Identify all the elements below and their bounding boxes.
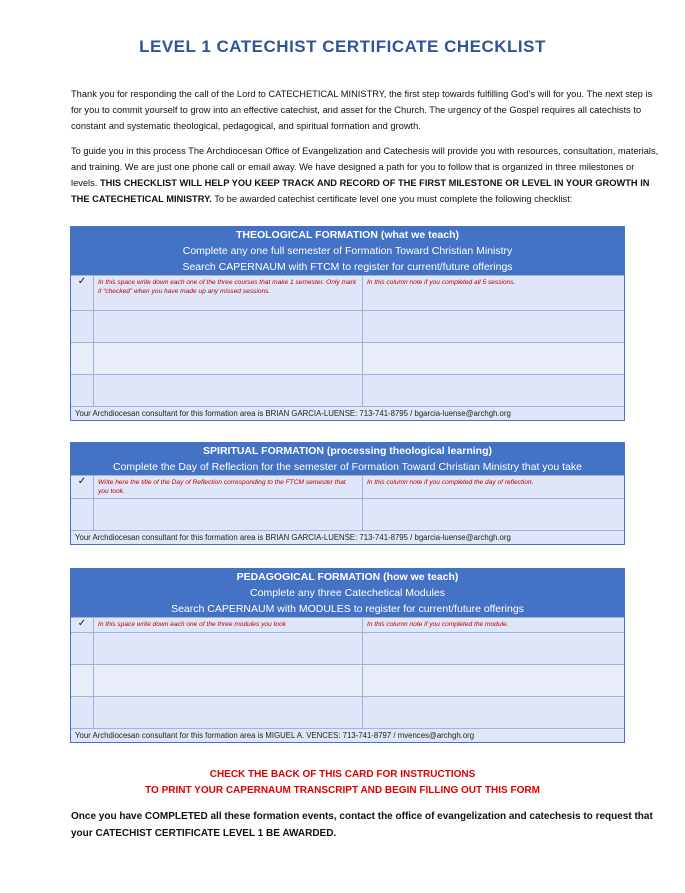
- checklist-row: [71, 475, 624, 498]
- completion-note-cell[interactable]: [363, 375, 624, 406]
- intro-p2-part-c: To be awarded catechist certificate level one you must complete the following checklist:: [211, 194, 573, 204]
- check-cell[interactable]: [71, 499, 94, 530]
- checklist-row: [71, 310, 624, 342]
- consultant-footer: Your Archdiocesan consultant for this formation area is BRIAN GARCIA-LUENSE: 713-741-8795 / bgarcia-luense@archgh.org: [71, 530, 624, 544]
- intro-paragraph-2: [71, 143, 661, 207]
- check-cell[interactable]: [71, 375, 94, 406]
- check-mark-icon[interactable]: ✓: [71, 276, 94, 310]
- completion-note-cell[interactable]: [363, 618, 624, 632]
- section-instruction: Complete the Day of Reflection for the semester of Formation Toward Christian Ministry that you take: [112, 461, 582, 473]
- closing-statement: Once you have COMPLETED all these formation events, contact the office of evangelization and catechesis to request that your CATECHIST CERTIFICATE LEVEL 1 BE AWARDED.: [71, 811, 653, 839]
- course-entry-cell[interactable]: [94, 375, 363, 406]
- notice-line-2: TO PRINT YOUR CAPERNAUM TRANSCRIPT AND BEGIN FILLING OUT THIS FORM: [145, 785, 540, 796]
- completion-note-cell[interactable]: [363, 697, 624, 728]
- module-instruction: In this space write down each one of the three modules you took: [98, 621, 287, 628]
- checklist-row: [71, 632, 624, 664]
- reflection-entry-cell[interactable]: [94, 476, 363, 498]
- completion-instruction: In this column note if you completed all 5 sessions.: [367, 279, 516, 286]
- theological-formation-section: [70, 226, 625, 421]
- section-heading: THEOLOGICAL FORMATION (what we teach): [235, 229, 460, 241]
- consultant-footer: Your Archdiocesan consultant for this formation area is BRIAN GARCIA-LUENSE: 713-741-8795 / bgarcia-luense@archgh.org: [71, 406, 624, 420]
- section-header: [71, 227, 624, 275]
- completion-note-cell[interactable]: [363, 476, 624, 498]
- check-cell[interactable]: [71, 343, 94, 374]
- section-heading: PEDAGOGICAL FORMATION (how we teach): [236, 571, 459, 583]
- completion-instruction: In this column note if you completed the day of reflection.: [367, 479, 534, 486]
- spiritual-formation-section: [70, 442, 625, 545]
- section-search-hint: Search CAPERNAUM with FTCM to register for current/future offerings: [182, 261, 513, 273]
- check-cell[interactable]: [71, 633, 94, 664]
- section-header: [71, 443, 624, 475]
- module-entry-cell[interactable]: [94, 618, 363, 632]
- completion-note-cell[interactable]: [363, 276, 624, 310]
- page-title: LEVEL 1 CATECHIST CERTIFICATE CHECKLIST: [139, 37, 546, 56]
- completion-note-cell[interactable]: [363, 343, 624, 374]
- section-heading: SPIRITUAL FORMATION (processing theological learning): [203, 445, 492, 457]
- reflection-entry-cell[interactable]: [94, 499, 363, 530]
- notice-line-1: CHECK THE BACK OF THIS CARD FOR INSTRUCTIONS: [209, 769, 476, 780]
- completion-note-cell[interactable]: [363, 311, 624, 342]
- intro-p2-part-a: To guide you in this process The Archdiocesan Office of Evangelization and Catechesis will provide you with resources, consultation, materials, and training. We are just one phone call or email away. We have designed a path for you to follow that is organized in three milestones or levels.: [71, 146, 659, 188]
- check-mark-icon[interactable]: ✓: [71, 618, 94, 632]
- checklist-row: [71, 498, 624, 530]
- intro-paragraph-1: Thank you for responding the call of the Lord to CATECHETICAL MINISTRY, the first step towards fulfilling God’s will for you. The next step is for you to commit yourself to grow into an effective catechist, and asset for the Church. The urgency of the Gospel requires all catechists to constant and systematic theological, pedagogical, and spiritual formation and growth.: [71, 89, 653, 131]
- checklist-row: [71, 696, 624, 728]
- checklist-row: [71, 342, 624, 374]
- course-entry-cell[interactable]: [94, 343, 363, 374]
- section-header: [71, 569, 624, 617]
- pedagogical-formation-section: [70, 568, 625, 743]
- module-entry-cell[interactable]: [94, 665, 363, 696]
- check-cell[interactable]: [71, 311, 94, 342]
- checklist-row: [71, 664, 624, 696]
- instructions-notice: [0, 767, 685, 799]
- completion-note-cell[interactable]: [363, 499, 624, 530]
- checklist-row: [71, 617, 624, 632]
- section-search-hint: Search CAPERNAUM with MODULES to register for current/future offerings: [171, 603, 524, 615]
- section-instruction: Complete any three Catechetical Modules: [250, 587, 445, 599]
- checklist-row: [71, 275, 624, 310]
- check-mark-icon[interactable]: ✓: [71, 476, 94, 498]
- completion-instruction: In this column note if you completed the module.: [367, 621, 509, 628]
- module-entry-cell[interactable]: [94, 697, 363, 728]
- course-instruction: In this space write down each one of the three courses that make 1 semester. Only mark it “checked” when you have made up any missed sessions.: [98, 279, 357, 295]
- course-entry-cell[interactable]: [94, 311, 363, 342]
- consultant-footer: Your Archdiocesan consultant for this formation area is MIGUEL A. VENCES: 713-741-8797 / mvences@archgh.org: [71, 728, 624, 742]
- checklist-row: [71, 374, 624, 406]
- reflection-instruction: Write here the title of the Day of Reflection corresponding to the FTCM semester that you took.: [98, 479, 346, 495]
- intro-p2-emphasis: THIS CHECKLIST WILL HELP YOU KEEP TRACK AND RECORD OF THE FIRST MILESTONE OR LEVEL IN YOUR GROWTH IN THE CATECHETICAL MINISTRY.: [71, 178, 650, 204]
- completion-note-cell[interactable]: [363, 633, 624, 664]
- section-instruction: Complete any one full semester of Formation Toward Christian Ministry: [182, 245, 513, 257]
- course-entry-cell[interactable]: [94, 276, 363, 310]
- check-cell[interactable]: [71, 665, 94, 696]
- completion-note-cell[interactable]: [363, 665, 624, 696]
- check-cell[interactable]: [71, 697, 94, 728]
- module-entry-cell[interactable]: [94, 633, 363, 664]
